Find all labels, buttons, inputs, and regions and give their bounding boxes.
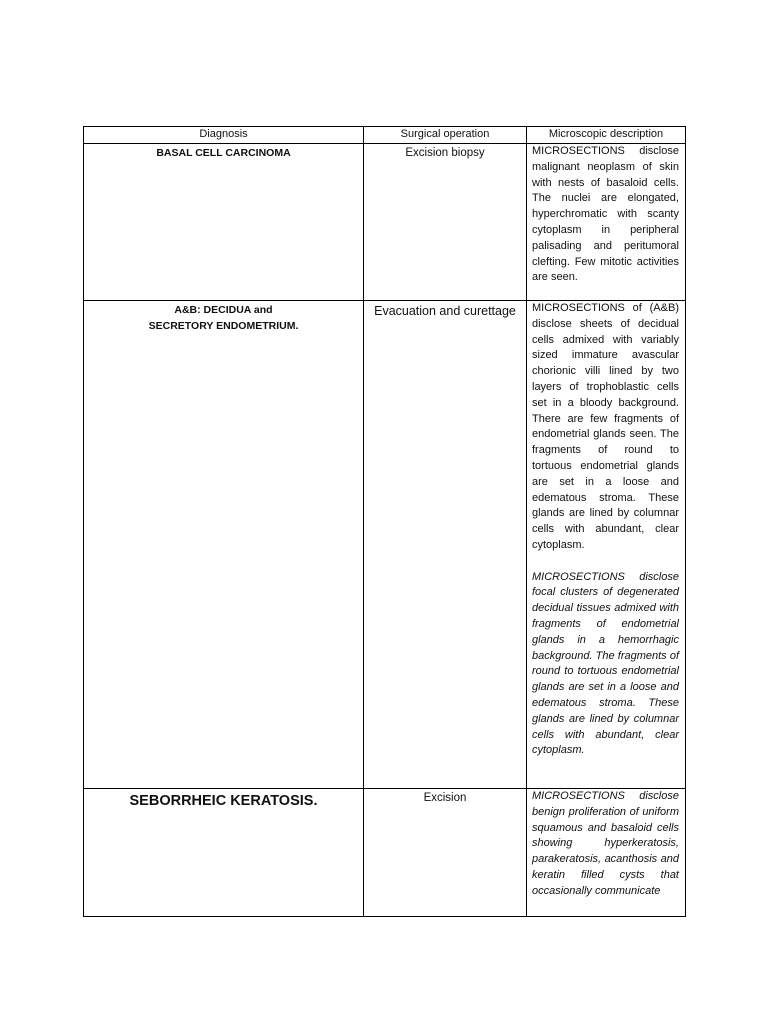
operation-text: Evacuation and curettage [374,304,516,318]
pathology-report-table [83,126,686,917]
description-paragraph: MICROSECTIONS of (A&B) disclose sheets of decidual cells admixed with variably sized immature avascular chorionic villi lined by two layers of trophoblastic cells set in a bloody background. There are few fragments of endometrial glands seen. The fragments of round to tortuous endometrial glands are set in a loose and edematous stroma. These glands are lined by columnar cells with abundant, clear cytoplasm. [532,302,679,551]
operation-cell [364,144,527,301]
header-diagnosis: Diagnosis [84,127,364,144]
description-paragraph: MICROSECTIONS disclose malignant neoplasm of skin with nests of basaloid cells. The nuclei are elongated, hyperchromatic with scanty cytoplasm in peripheral palisading and peritumoral clefting. Few mitotic activities are seen. [532,145,679,284]
table-row [84,789,686,917]
diagnosis-text: SEBORRHEIC KERATOSIS. [129,793,318,809]
diagnosis-cell [84,144,364,301]
diagnosis-cell [84,789,364,917]
header-microscopic-description: Microscopic description [527,127,686,144]
operation-cell [364,301,527,789]
paragraph-gap [532,554,679,570]
operation-text: Excision biopsy [405,147,485,159]
operation-text: Excision [423,792,467,804]
description-paragraph-italic: MICROSECTIONS disclose benign proliferation of uniform squamous and basaloid cells showing hyperkeratosis, parakeratosis, acanthosis and keratin filled cysts that occasionally communicate [532,790,679,897]
description-text [527,301,685,759]
diagnosis-line: SECRETORY ENDOMETRIUM. [148,320,299,332]
diagnosis-text [84,301,363,334]
diagnosis-text: BASAL CELL CARCINOMA [156,147,291,159]
header-surgical-operation: Surgical operation [364,127,527,144]
table-row [84,301,686,789]
table-row [84,144,686,301]
description-cell [527,789,686,917]
diagnosis-cell [84,301,364,789]
operation-cell [364,789,527,917]
diagnosis-line: A&B: DECIDUA and [174,304,273,316]
description-paragraph-italic: MICROSECTIONS disclose focal clusters of degenerated decidual tissues admixed with fragments of endometrial glands in a hemorrhagic background. The fragments of round to tortuous endometrial glands are set in a loose and edematous stroma. These glands are lined by columnar cells with abundant, clear cytoplasm. [532,570,679,757]
description-cell [527,144,686,301]
description-clip [527,789,685,916]
description-text [527,789,685,900]
description-cell [527,301,686,789]
header-row [84,127,686,144]
description-text [527,144,685,286]
